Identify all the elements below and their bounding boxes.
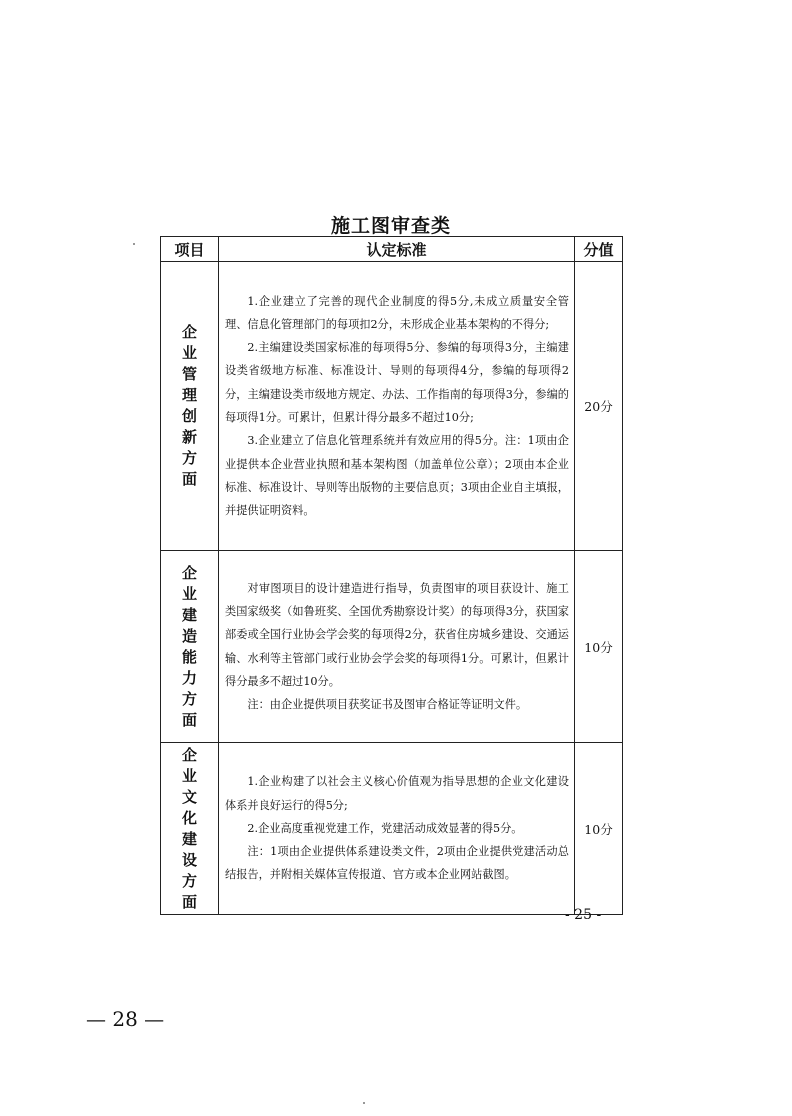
row-item-label: 企业文化建设方面 [181,745,197,911]
row-score-cell: 20分 [575,262,623,551]
standard-paragraph: 2.主编建设类国家标准的每项得5分、参编的每项得3分，主编建设类省级地方标准、标准设计、导则的每项得4分，参编的每项得2分，主编建设类市级地方规定、办法、工作指南的每项得3分，参编的每项得1分。可累计，但累计得分最多不超过10分; [225,341,569,424]
table-row [161,743,623,915]
scan-speck [363,1102,365,1104]
standard-paragraph: 2.企业高度重视党建工作，党建活动成效显著的得5分。 [247,821,523,835]
standard-paragraph: 注：由企业提供项目获奖证书及图审合格证等证明文件。 [247,698,528,712]
row-standard-cell [219,262,575,551]
row-score-cell: 10分 [575,743,623,915]
inner-page-number: - 25 - [565,907,602,923]
row-item-cell [161,262,219,551]
standard-paragraph: 1.企业建立了完善的现代企业制度的得5分,未成立质量安全管理、信息化管理部门的每项扣2分，未形成企业基本架构的不得分; [225,294,569,331]
table-row [161,262,623,551]
criteria-table [160,236,623,915]
row-item-cell [161,743,219,915]
row-item-cell [161,551,219,743]
table-row [161,551,623,743]
header-standard: 认定标准 [219,237,575,262]
standard-paragraph: 1.企业构建了以社会主义核心价值观为指导思想的企业文化建设体系并良好运行的得5分; [225,775,569,812]
table-title: 施工图审查类 [330,215,451,237]
row-standard-cell [219,551,575,743]
outer-page-number: — 28 — [86,1007,165,1031]
row-item-label: 企业管理创新方面 [181,323,197,488]
table-header-row [161,237,623,262]
standard-paragraph: 对审图项目的设计建造进行指导，负责图审的项目获设计、施工类国家级奖（如鲁班奖、全国优秀勘察设计奖）的每项得3分，获国家部委或全国行业协会学会奖的每项得2分，获省住房城乡建设、交通运输、水利等主管部门或行业协会学会奖的每项得1分。可累计，但累计得分最多不超过10分。 [225,581,569,688]
header-item: 项目 [161,237,219,262]
row-standard-cell [219,743,575,915]
scan-speck [133,243,135,245]
header-score: 分值 [575,237,623,262]
standard-paragraph: 注：1项由企业提供体系建设类文件，2项由企业提供党建活动总结报告，并附相关媒体宣传报道、官方或本企业网站截图。 [225,845,569,882]
row-score-cell: 10分 [575,551,623,743]
standard-paragraph: 3.企业建立了信息化管理系统并有效应用的得5分。注：1项由企业提供本企业营业执照和基本架构图（加盖单位公章）；2项由本企业标准、标准设计、导则等出版物的主要信息页；3项由企业自主填报，并提供证明资料。 [225,434,569,518]
row-item-label: 企业建造能力方面 [181,563,197,729]
